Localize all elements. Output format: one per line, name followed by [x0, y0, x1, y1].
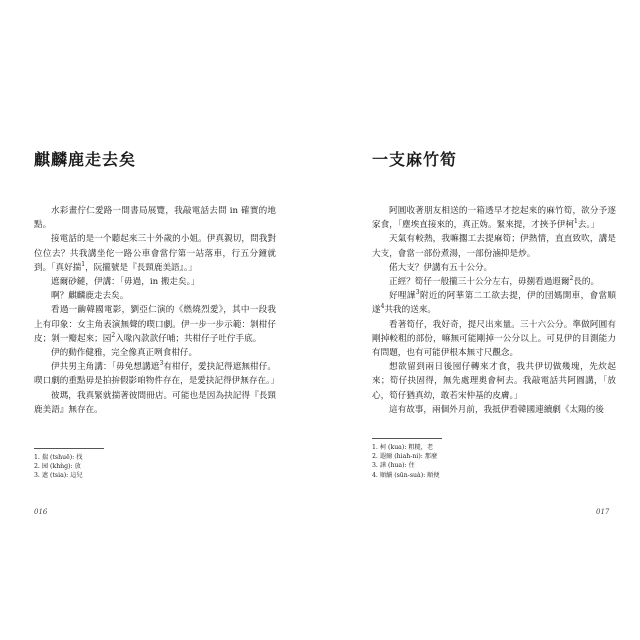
page-number: 017 [596, 508, 610, 516]
footnote-ref: 2 [111, 331, 116, 339]
footnote-ref: 1 [573, 218, 578, 226]
paragraph: 啊？麒麟鹿走去矣。 [51, 291, 129, 302]
paragraph: 這有故事，兩個外月前，我抵伊看韓國連續劇《太陽的後 [389, 404, 604, 415]
paragraph: 接電話的是一个聽起來三十外歲的小姐。伊真親切，問我對位位去？共我講坐佗一路公車會當佇第一站落車，行五分鐘就到。「真好揣$^1$，阮攏號是『長頸鹿美語』。」 [34, 234, 276, 273]
footnote: 4. 順續 (sūn-suà): 順便 [372, 471, 440, 479]
chapter-body [34, 204, 279, 417]
paragraph: 伊的動作健雅，完全像真正咧食柑仔。 [51, 348, 198, 359]
paragraph: 偌大支？伊講有五十公分。 [389, 262, 493, 273]
footnotes [34, 448, 104, 481]
footnote: 3. 遮 (tsia): 這兒 [34, 472, 83, 480]
footnote-ref: 1 [81, 260, 86, 268]
footnote-divider [34, 448, 104, 449]
paragraph: 正經？筍仔一般攏三十公分左右，毋捌看過遐爾$^2$長的。 [389, 275, 600, 288]
paragraph: 彼瑪，我真緊就揣著彼間冊店。可能也是因為抉記得『長頸鹿美語』無存在。 [34, 390, 276, 415]
footnote-ref: 3 [415, 289, 420, 297]
footnote-divider [372, 438, 442, 439]
paragraph: 伊共男主角講：「毋免想講遮$^3$有柑仔，愛抉記得遮無柑仔。喫口劇的重點毋是拍拚假影咱物件存在，是愛抉記得伊無存在。」 [34, 360, 279, 387]
paragraph: 遮爾砂鏈，伊講：「毋過，in 搬走矣。」 [51, 277, 200, 288]
page-number: 016 [34, 508, 48, 516]
chapter-title: 一支麻竹筍 [372, 150, 458, 169]
paragraph: 天氣有較熱，我嘛擱工去提麻筍；伊熱情，直直致吹，講是大支，會當一部份煮湯，一部份滷抑是炒。 [372, 234, 616, 259]
chapter-title: 麒麟鹿走去矣 [34, 150, 137, 169]
footnotes [372, 438, 442, 480]
paragraph: 看過一齣韓國電影，劉亞仁演的《燃燒烈愛》，其中一段我上有印象：女主角表演無聲的喫口劇。伊一步一步示範：剝柑仔皮；剝一瓣起來；园$^2$入喙內款款仔哺；共柑仔子吐佇手底。 [34, 305, 276, 344]
footnote: 2. 园 (khǹg): 放 [34, 463, 81, 471]
paragraph: 想欲留到兩日後囤仔轉來才食，我共伊切做幾塊，先炊起來；筍仔抉固得，無先處理奧會柯去。我敲電話共阿圓講，「放心，筍仔猶真幼，敢若宋仲基的皮膚。」 [372, 362, 616, 401]
footnote: 1. 柯 (kua): 粗糙，老 [372, 444, 434, 451]
paragraph: 阿圓收著朋友相送的一箱透早才挖起來的麻竹筍，欲分予逐家食，「塵埃直接來的，真正妫。緊來提，才挾予伊柯$^1$去。」 [372, 206, 616, 231]
paragraph: 好哩譁$^3$附近的阿華第二工欲去提，伊的団媽開車，會當順遂$^4$共我的送來。 [372, 289, 616, 316]
paragraph: 看著筍仔，我好奇，提尺出來量。三十六公分。準做阿圓有剛掉較粗的部份，嘛無可能剛掉一公分以上。可見伊的目測能力有問題，也有可能伊根本無寸尺觀念。 [372, 319, 616, 359]
paragraph: 水彩畫佇仁愛路一間書局展覽，我敲電話去問 in 確實的地點。 [34, 206, 276, 231]
right-page [320, 0, 640, 640]
chapter-body [372, 204, 616, 417]
footnote: 2. 遐爾 (hiah-ni): 那麼 [372, 453, 438, 461]
footnote: 3. 譁 (hua): 住 [372, 462, 415, 470]
footnote: 1. 揣 (tshuē): 找 [34, 454, 83, 461]
footnote-ref: 4 [380, 303, 385, 311]
footnote-ref: 2 [569, 275, 574, 283]
footnote-ref: 3 [159, 360, 164, 368]
